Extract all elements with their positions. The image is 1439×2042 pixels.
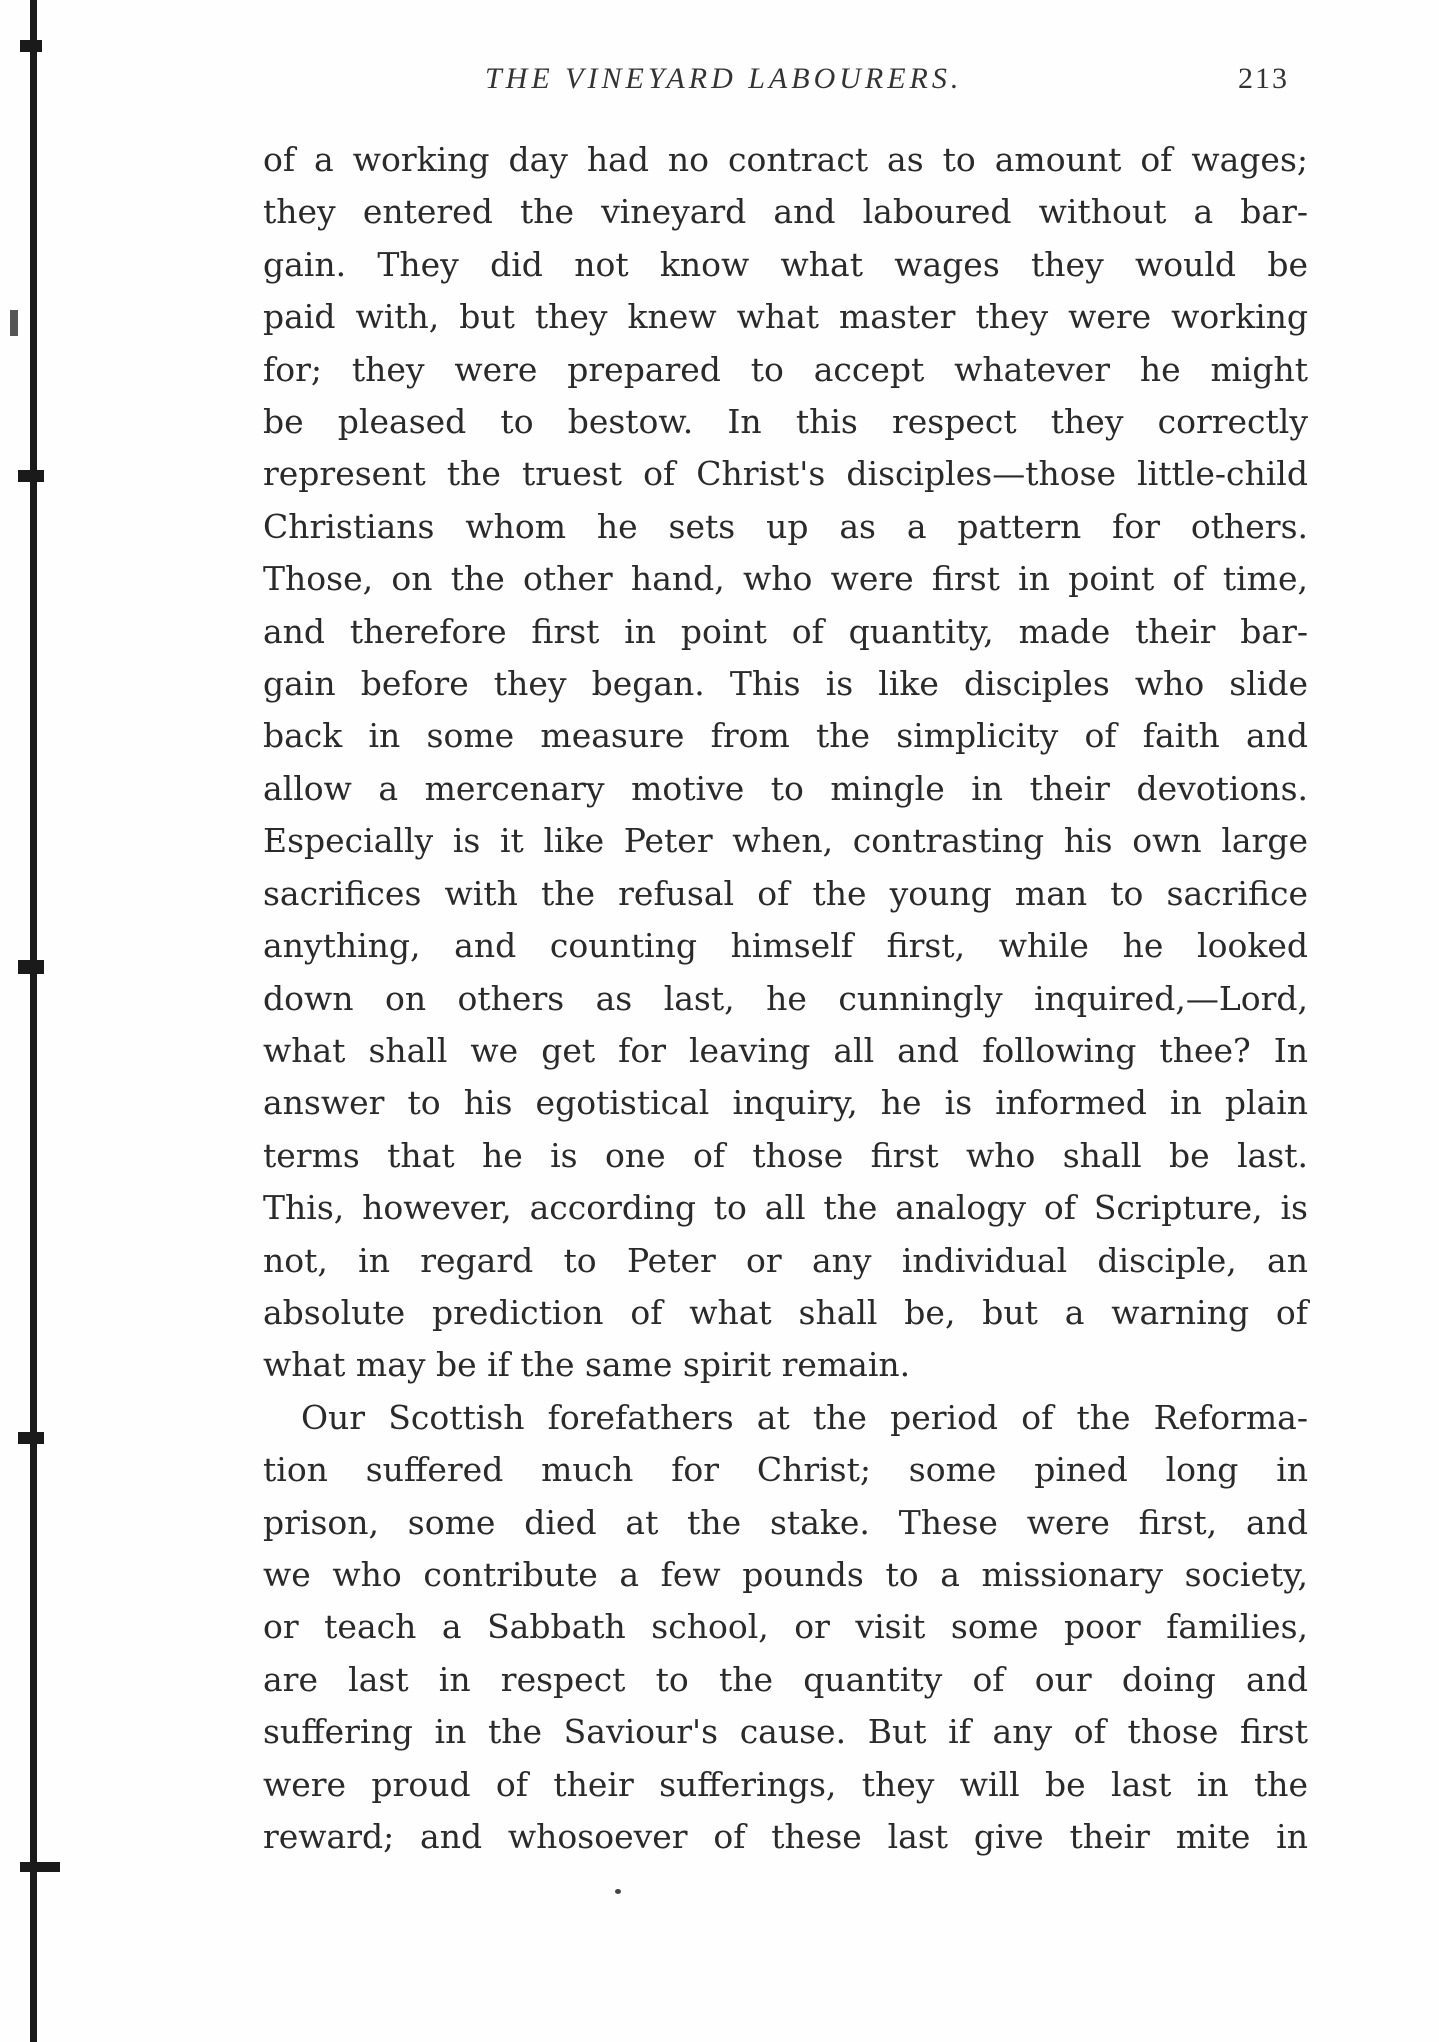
text-line: answer to his egotistical inquiry, he is informed in plain bbox=[263, 1083, 1308, 1123]
binding-spine-line bbox=[30, 0, 37, 2042]
text-line: represent the truest of Christ's disciples—those little-child bbox=[263, 454, 1308, 494]
page-number: 213 bbox=[1238, 62, 1289, 95]
text-line: tion suffered much for Christ; some pined long in bbox=[263, 1450, 1308, 1490]
text-line: they entered the vineyard and laboured without a bar- bbox=[263, 192, 1308, 232]
running-head: THE VINEYARD LABOURERS. bbox=[485, 62, 963, 95]
binding-edge bbox=[0, 0, 90, 2042]
text-line: and therefore first in point of quantity, made their bar- bbox=[263, 611, 1308, 651]
text-line: were proud of their sufferings, they will be last in the bbox=[263, 1764, 1308, 1804]
text-line: back in some measure from the simplicity of faith and bbox=[263, 716, 1308, 756]
text-line: not, in regard to Peter or any individual disciple, an bbox=[263, 1240, 1308, 1280]
text-line: Those, on the other hand, who were first in point of time, bbox=[263, 559, 1308, 599]
text-line: anything, and counting himself first, while he looked bbox=[263, 926, 1308, 966]
text-line: are last in respect to the quantity of our doing and bbox=[263, 1659, 1308, 1699]
text-line: allow a mercenary motive to mingle in their devotions. bbox=[263, 768, 1308, 808]
body-text bbox=[263, 134, 1308, 1863]
text-line: absolute prediction of what shall be, but a warning of bbox=[263, 1292, 1308, 1332]
text-line: reward; and whosoever of these last give their mite in bbox=[263, 1817, 1308, 1856]
text-line: or teach a Sabbath school, or visit some poor families, bbox=[263, 1607, 1308, 1647]
text-line: Christians whom he sets up as a pattern for others. bbox=[263, 506, 1308, 546]
paragraph-2 bbox=[263, 1392, 1308, 1864]
text-line: gain. They did not know what wages they would be bbox=[263, 244, 1308, 284]
binding-stitch-1 bbox=[20, 40, 42, 52]
text-line: be pleased to bestow. In this respect they correctly bbox=[263, 402, 1308, 442]
text-line: terms that he is one of those first who shall be last. bbox=[263, 1135, 1308, 1175]
text-line: of a working day had no contract as to amount of wages; bbox=[263, 140, 1308, 179]
paragraph-1 bbox=[263, 134, 1308, 1392]
binding-stitch-5 bbox=[20, 1862, 60, 1872]
text-line: what may be if the same spirit remain. bbox=[263, 1345, 911, 1385]
binding-mark bbox=[10, 310, 18, 336]
text-line: sacrifices with the refusal of the young man to sacrifice bbox=[263, 873, 1308, 913]
text-line: down on others as last, he cunningly inquired,—Lord, bbox=[263, 978, 1308, 1018]
text-line: This, however, according to all the analogy of Scripture, is bbox=[263, 1188, 1308, 1228]
binding-stitch-4 bbox=[18, 1432, 44, 1444]
text-line: for; they were prepared to accept whatever he might bbox=[263, 349, 1308, 389]
text-line: gain before they began. This is like disciples who slide bbox=[263, 664, 1308, 704]
text-line: what shall we get for leaving all and following thee? In bbox=[263, 1030, 1308, 1070]
text-line: we who contribute a few pounds to a missionary society, bbox=[263, 1554, 1308, 1594]
ink-speck bbox=[615, 1889, 621, 1894]
text-line: Our Scottish forefathers at the period of the Reforma- bbox=[301, 1397, 1308, 1437]
text-line: Especially is it like Peter when, contrasting his own large bbox=[263, 821, 1308, 861]
binding-stitch-3 bbox=[18, 960, 44, 974]
text-line: suffering in the Saviour's cause. But if any of those first bbox=[263, 1712, 1308, 1752]
binding-stitch-2 bbox=[18, 470, 44, 482]
text-line: paid with, but they knew what master they were working bbox=[263, 297, 1308, 337]
text-line: prison, some died at the stake. These were first, and bbox=[263, 1502, 1308, 1542]
